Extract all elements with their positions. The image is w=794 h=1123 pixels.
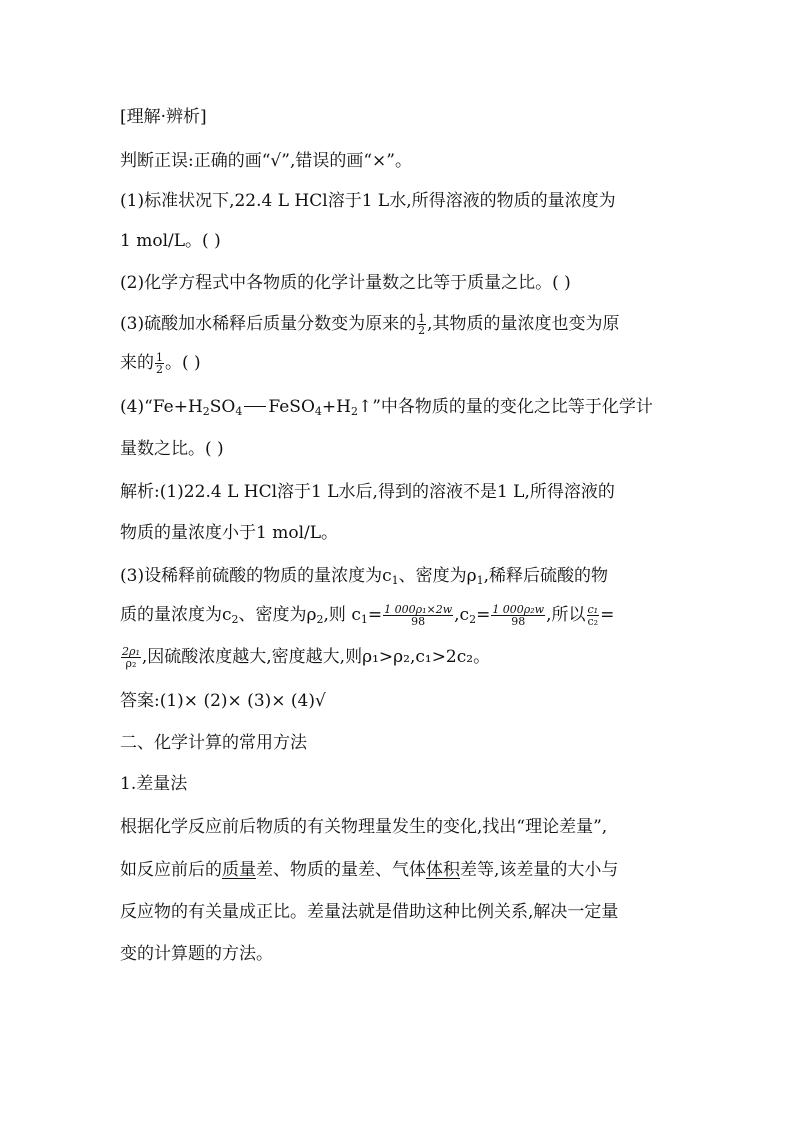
text: 、密度为ρ — [238, 605, 317, 625]
underlined-text: 体积 — [426, 860, 460, 880]
subscript: 4 — [235, 405, 243, 418]
q3-text-c: 来的 — [120, 353, 154, 373]
q1-line1: (1)标准状况下,22.4 L HCl溶于1 L水,所得溶液的物质的量浓度为 — [120, 191, 616, 211]
q3-text-b: ,其物质的量浓度也变为原 — [427, 314, 620, 334]
subsection-title: 1.差量法 — [120, 774, 188, 794]
q2: (2)化学方程式中各物质的化学计量数之比等于质量之比。( ) — [120, 273, 571, 293]
subscript: 4 — [314, 405, 322, 418]
text: 质的量浓度为c — [120, 605, 232, 625]
fraction-num: 2ρ₁ — [122, 645, 140, 658]
equals: = — [367, 605, 383, 625]
fraction-half — [417, 313, 426, 336]
q3-text-d: 。( ) — [165, 353, 201, 373]
analysis-line5 — [120, 646, 490, 669]
para-line3: 反应物的有关量成正比。差量法就是借助这种比例关系,解决一定量 — [120, 902, 619, 922]
para-line4: 变的计算题的方法。 — [120, 944, 273, 964]
text: 差等,该差量的大小与 — [460, 860, 619, 880]
q1-line2: 1 mol/L。( ) — [120, 231, 221, 251]
q3-line2 — [120, 352, 201, 375]
fraction-num: 1 — [156, 351, 163, 364]
text: 如反应前后的 — [120, 860, 222, 880]
q4-open: (4)“Fe+H — [120, 397, 203, 417]
fraction-den: 2 — [418, 324, 426, 337]
fraction-num: 1 — [418, 312, 426, 325]
q3-line1 — [120, 313, 620, 336]
text: ,稀释后硫酸的物 — [483, 566, 609, 586]
analysis-line4 — [120, 604, 614, 631]
subscript: 1 — [360, 613, 368, 626]
fraction-den: ρ₂ — [125, 657, 137, 670]
subscript: 2 — [350, 405, 358, 418]
fraction-c2 — [491, 604, 545, 627]
text: 、密度为ρ — [398, 566, 477, 586]
text: ,c — [454, 605, 470, 625]
subscript: 2 — [316, 613, 324, 626]
fraction-half-2 — [155, 352, 164, 375]
fraction-den: 98 — [411, 615, 426, 628]
fraction-den: 98 — [511, 615, 526, 628]
subscript: 1 — [476, 574, 484, 587]
analysis-line2: 物质的量浓度小于1 mol/L。 — [120, 523, 339, 543]
fraction-num: 1 000ρ₁×2w — [384, 603, 453, 616]
q4-line1 — [120, 396, 653, 423]
equals: = — [476, 605, 491, 625]
answer-line: 答案:(1)× (2)× (3)× (4)√ — [120, 691, 326, 711]
fraction-den: c₂ — [587, 615, 599, 628]
fraction-num: 1 000ρ₂w — [492, 603, 545, 616]
q4-line2: 量数之比。( ) — [120, 439, 224, 459]
text: (3)设稀释前硫酸的物质的量浓度为c — [120, 566, 392, 586]
fraction-num: c₁ — [587, 603, 599, 616]
fraction-den: 2 — [156, 363, 163, 376]
subscript: 2 — [469, 613, 477, 626]
q4-plus-h: +H — [321, 397, 351, 417]
text: ,则 c — [323, 605, 361, 625]
equals: = — [600, 605, 615, 625]
underlined-text: 质量 — [222, 860, 256, 880]
fraction-c1-c2 — [587, 604, 600, 627]
text: ,因硫酸浓度越大,密度越大,则ρ₁>ρ₂,c₁>2c₂。 — [141, 647, 491, 667]
subscript: 2 — [231, 613, 239, 626]
analysis-line3 — [120, 565, 608, 592]
subscript: 1 — [391, 574, 399, 587]
q4-close: ↑”中各物质的量的变化之比等于化学计 — [357, 397, 653, 417]
fraction-rho — [121, 646, 141, 669]
para-line1: 根据化学反应前后物质的有关物理量发生的变化,找出“理论差量”, — [120, 817, 608, 837]
q4-feso4: FeSO — [268, 397, 315, 417]
text: ,所以 — [546, 605, 586, 625]
fraction-c1 — [383, 604, 453, 627]
subscript: 2 — [202, 405, 210, 418]
section-title: 二、化学计算的常用方法 — [120, 733, 307, 753]
q3-text-a: (3)硫酸加水稀释后质量分数变为原来的 — [120, 314, 417, 334]
text: 差、物质的量差、气体 — [256, 860, 426, 880]
instruction: 判断正误:正确的画“√”,错误的画“×”。 — [120, 151, 412, 171]
reaction-equals-line — [244, 406, 266, 407]
analysis-line1: 解析:(1)22.4 L HCl溶于1 L水后,得到的溶液不是1 L,所得溶液的 — [120, 482, 615, 502]
para-line2 — [120, 859, 618, 881]
section-header: [理解·辨析] — [120, 107, 207, 127]
q4-so4: SO — [209, 397, 236, 417]
